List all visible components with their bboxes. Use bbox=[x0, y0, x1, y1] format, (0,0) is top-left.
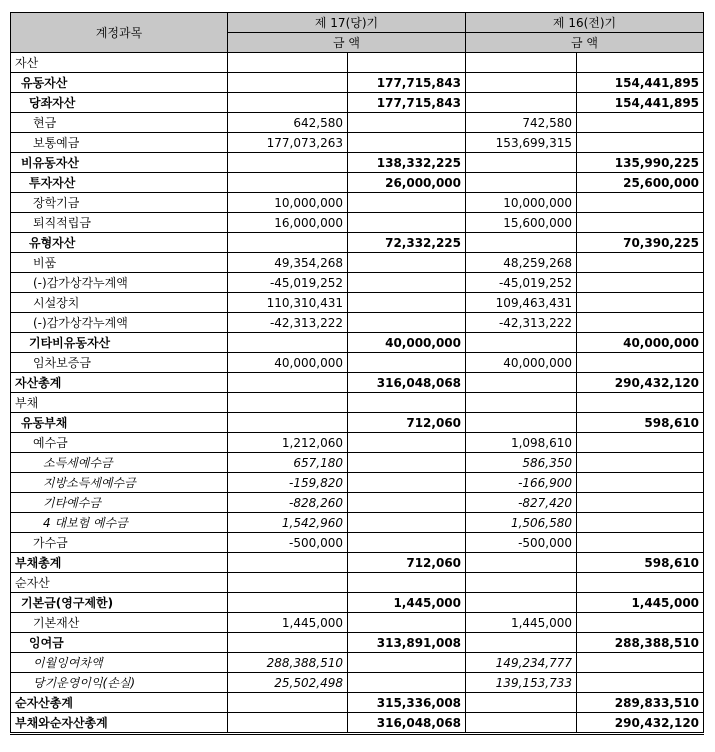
current-total-cell bbox=[348, 213, 466, 233]
current-detail-cell: 49,354,268 bbox=[228, 253, 348, 273]
table-row bbox=[11, 213, 704, 233]
current-total-cell bbox=[348, 53, 466, 73]
table-row bbox=[11, 233, 704, 253]
table-row bbox=[11, 493, 704, 513]
prior-total-cell bbox=[577, 493, 704, 513]
prior-detail-cell bbox=[466, 53, 577, 73]
prior-total-cell: 154,441,895 bbox=[577, 93, 704, 113]
prior-total-cell bbox=[577, 213, 704, 233]
table-row bbox=[11, 673, 704, 693]
prior-detail-cell bbox=[466, 593, 577, 613]
prior-detail-cell: 15,600,000 bbox=[466, 213, 577, 233]
current-detail-cell bbox=[228, 173, 348, 193]
current-total-cell bbox=[348, 133, 466, 153]
prior-total-cell bbox=[577, 513, 704, 533]
prior-total-cell: 154,441,895 bbox=[577, 73, 704, 93]
current-total-cell: 1,445,000 bbox=[348, 593, 466, 613]
table-row bbox=[11, 373, 704, 393]
account-label-cell: 퇴직적립금 bbox=[11, 213, 228, 233]
prior-total-cell bbox=[577, 313, 704, 333]
current-detail-cell bbox=[228, 573, 348, 593]
account-label-cell: 4 대보험 예수금 bbox=[11, 513, 228, 533]
prior-detail-cell: 1,445,000 bbox=[466, 613, 577, 633]
table-row bbox=[11, 313, 704, 333]
table-row bbox=[11, 173, 704, 193]
prior-total-cell: 598,610 bbox=[577, 553, 704, 573]
current-detail-cell: 657,180 bbox=[228, 453, 348, 473]
current-detail-cell: -159,820 bbox=[228, 473, 348, 493]
table-row bbox=[11, 593, 704, 613]
account-label-cell: 장학기금 bbox=[11, 193, 228, 213]
current-total-cell bbox=[348, 493, 466, 513]
prior-total-cell bbox=[577, 293, 704, 313]
current-detail-cell bbox=[228, 713, 348, 734]
prior-total-cell bbox=[577, 613, 704, 633]
current-detail-cell: -500,000 bbox=[228, 533, 348, 553]
prior-total-cell: 598,610 bbox=[577, 413, 704, 433]
table-row bbox=[11, 53, 704, 73]
header-account: 계정과목 bbox=[11, 13, 228, 53]
current-detail-cell: -828,260 bbox=[228, 493, 348, 513]
account-label-cell: 순자산총계 bbox=[11, 693, 228, 713]
account-label-cell: 기타비유동자산 bbox=[11, 333, 228, 353]
table-row bbox=[11, 653, 704, 673]
table-row bbox=[11, 393, 704, 413]
current-total-cell: 177,715,843 bbox=[348, 93, 466, 113]
current-total-cell bbox=[348, 513, 466, 533]
prior-detail-cell: 109,463,431 bbox=[466, 293, 577, 313]
table-row bbox=[11, 253, 704, 273]
current-detail-cell: -42,313,222 bbox=[228, 313, 348, 333]
prior-total-cell bbox=[577, 253, 704, 273]
prior-detail-cell bbox=[466, 173, 577, 193]
current-detail-cell bbox=[228, 593, 348, 613]
account-label-cell: 소득세예수금 bbox=[11, 453, 228, 473]
table-header bbox=[11, 13, 704, 53]
prior-detail-cell bbox=[466, 333, 577, 353]
current-detail-cell: 110,310,431 bbox=[228, 293, 348, 313]
account-label-cell: 예수금 bbox=[11, 433, 228, 453]
account-label-cell: 기본재산 bbox=[11, 613, 228, 633]
prior-total-cell bbox=[577, 573, 704, 593]
prior-total-cell bbox=[577, 353, 704, 373]
account-label-cell: 유형자산 bbox=[11, 233, 228, 253]
prior-total-cell bbox=[577, 273, 704, 293]
current-detail-cell: 642,580 bbox=[228, 113, 348, 133]
current-total-cell bbox=[348, 193, 466, 213]
current-detail-cell: 1,445,000 bbox=[228, 613, 348, 633]
account-label-cell: 임차보증금 bbox=[11, 353, 228, 373]
prior-total-cell: 290,432,120 bbox=[577, 373, 704, 393]
current-total-cell bbox=[348, 453, 466, 473]
prior-detail-cell: 1,506,580 bbox=[466, 513, 577, 533]
prior-detail-cell: 10,000,000 bbox=[466, 193, 577, 213]
current-detail-cell: 1,542,960 bbox=[228, 513, 348, 533]
account-label-cell: 부채 bbox=[11, 393, 228, 413]
table-row bbox=[11, 553, 704, 573]
current-total-cell bbox=[348, 313, 466, 333]
prior-detail-cell bbox=[466, 233, 577, 253]
current-total-cell: 316,048,068 bbox=[348, 373, 466, 393]
prior-total-cell bbox=[577, 193, 704, 213]
table-row bbox=[11, 433, 704, 453]
current-detail-cell: -45,019,252 bbox=[228, 273, 348, 293]
prior-detail-cell: 586,350 bbox=[466, 453, 577, 473]
prior-detail-cell bbox=[466, 73, 577, 93]
account-label-cell: 기타예수금 bbox=[11, 493, 228, 513]
current-detail-cell bbox=[228, 413, 348, 433]
current-detail-cell: 16,000,000 bbox=[228, 213, 348, 233]
account-label-cell: 시설장치 bbox=[11, 293, 228, 313]
current-total-cell: 315,336,008 bbox=[348, 693, 466, 713]
account-label-cell: (-)감가상각누계액 bbox=[11, 313, 228, 333]
prior-detail-cell bbox=[466, 413, 577, 433]
current-total-cell: 316,048,068 bbox=[348, 713, 466, 734]
prior-total-cell bbox=[577, 133, 704, 153]
table-row bbox=[11, 193, 704, 213]
current-total-cell: 40,000,000 bbox=[348, 333, 466, 353]
current-detail-cell bbox=[228, 233, 348, 253]
prior-total-cell: 289,833,510 bbox=[577, 693, 704, 713]
prior-detail-cell: -827,420 bbox=[466, 493, 577, 513]
prior-detail-cell bbox=[466, 713, 577, 734]
prior-detail-cell bbox=[466, 693, 577, 713]
table-row bbox=[11, 293, 704, 313]
current-detail-cell bbox=[228, 153, 348, 173]
table-row bbox=[11, 613, 704, 633]
current-detail-cell bbox=[228, 93, 348, 113]
current-total-cell bbox=[348, 533, 466, 553]
prior-total-cell: 290,432,120 bbox=[577, 713, 704, 734]
current-detail-cell bbox=[228, 393, 348, 413]
prior-detail-cell: -42,313,222 bbox=[466, 313, 577, 333]
prior-detail-cell: 1,098,610 bbox=[466, 433, 577, 453]
account-label-cell: (-)감가상각누계액 bbox=[11, 273, 228, 293]
current-detail-cell: 10,000,000 bbox=[228, 193, 348, 213]
account-label-cell: 비품 bbox=[11, 253, 228, 273]
prior-detail-cell: 48,259,268 bbox=[466, 253, 577, 273]
table-row bbox=[11, 353, 704, 373]
table-row bbox=[11, 413, 704, 433]
prior-detail-cell: -500,000 bbox=[466, 533, 577, 553]
account-label-cell: 현금 bbox=[11, 113, 228, 133]
current-total-cell bbox=[348, 673, 466, 693]
account-label-cell: 가수금 bbox=[11, 533, 228, 553]
prior-detail-cell bbox=[466, 393, 577, 413]
prior-total-cell: 40,000,000 bbox=[577, 333, 704, 353]
prior-total-cell: 288,388,510 bbox=[577, 633, 704, 653]
current-total-cell bbox=[348, 473, 466, 493]
current-detail-cell bbox=[228, 73, 348, 93]
account-label-cell: 부채총계 bbox=[11, 553, 228, 573]
table-row bbox=[11, 473, 704, 493]
account-label-cell: 이월잉여차액 bbox=[11, 653, 228, 673]
prior-total-cell bbox=[577, 653, 704, 673]
table-row bbox=[11, 453, 704, 473]
current-total-cell bbox=[348, 653, 466, 673]
prior-total-cell: 25,600,000 bbox=[577, 173, 704, 193]
prior-total-cell bbox=[577, 673, 704, 693]
table-row bbox=[11, 713, 704, 734]
prior-total-cell: 70,390,225 bbox=[577, 233, 704, 253]
current-detail-cell bbox=[228, 693, 348, 713]
table-row bbox=[11, 113, 704, 133]
table-row bbox=[11, 633, 704, 653]
current-detail-cell bbox=[228, 633, 348, 653]
prior-detail-cell: 742,580 bbox=[466, 113, 577, 133]
table-row bbox=[11, 573, 704, 593]
table-row bbox=[11, 93, 704, 113]
prior-total-cell: 135,990,225 bbox=[577, 153, 704, 173]
prior-total-cell: 1,445,000 bbox=[577, 593, 704, 613]
account-label-cell: 비유동자산 bbox=[11, 153, 228, 173]
current-total-cell: 177,715,843 bbox=[348, 73, 466, 93]
account-label-cell: 기본금(영구제한) bbox=[11, 593, 228, 613]
header-prior-period: 제 16(전)기 bbox=[466, 13, 704, 33]
prior-total-cell bbox=[577, 113, 704, 133]
prior-detail-cell: -45,019,252 bbox=[466, 273, 577, 293]
account-label-cell: 당좌자산 bbox=[11, 93, 228, 113]
header-current-amount: 금 액 bbox=[228, 33, 466, 53]
account-label-cell: 유동자산 bbox=[11, 73, 228, 93]
account-label-cell: 당기운영이익(손실) bbox=[11, 673, 228, 693]
prior-total-cell bbox=[577, 533, 704, 553]
prior-detail-cell: -166,900 bbox=[466, 473, 577, 493]
prior-total-cell bbox=[577, 53, 704, 73]
balance-sheet-table bbox=[10, 12, 704, 735]
account-label-cell: 보통예금 bbox=[11, 133, 228, 153]
header-prior-amount: 금 액 bbox=[466, 33, 704, 53]
account-label-cell: 지방소득세예수금 bbox=[11, 473, 228, 493]
current-total-cell bbox=[348, 613, 466, 633]
current-total-cell bbox=[348, 113, 466, 133]
prior-detail-cell bbox=[466, 553, 577, 573]
account-label-cell: 자산총계 bbox=[11, 373, 228, 393]
prior-detail-cell bbox=[466, 373, 577, 393]
prior-total-cell bbox=[577, 393, 704, 413]
table-row bbox=[11, 533, 704, 553]
current-detail-cell bbox=[228, 553, 348, 573]
prior-total-cell bbox=[577, 473, 704, 493]
current-total-cell: 712,060 bbox=[348, 413, 466, 433]
current-total-cell: 712,060 bbox=[348, 553, 466, 573]
prior-total-cell bbox=[577, 433, 704, 453]
prior-detail-cell bbox=[466, 153, 577, 173]
prior-detail-cell: 149,234,777 bbox=[466, 653, 577, 673]
current-total-cell bbox=[348, 353, 466, 373]
account-label-cell: 잉여금 bbox=[11, 633, 228, 653]
current-detail-cell: 177,073,263 bbox=[228, 133, 348, 153]
account-label-cell: 순자산 bbox=[11, 573, 228, 593]
prior-detail-cell: 139,153,733 bbox=[466, 673, 577, 693]
current-detail-cell bbox=[228, 53, 348, 73]
table-row bbox=[11, 153, 704, 173]
prior-detail-cell: 153,699,315 bbox=[466, 133, 577, 153]
current-detail-cell: 25,502,498 bbox=[228, 673, 348, 693]
account-label-cell: 부채와순자산총계 bbox=[11, 713, 228, 734]
current-detail-cell bbox=[228, 333, 348, 353]
prior-detail-cell bbox=[466, 93, 577, 113]
prior-detail-cell: 40,000,000 bbox=[466, 353, 577, 373]
prior-total-cell bbox=[577, 453, 704, 473]
table-body bbox=[11, 53, 704, 734]
table-row bbox=[11, 333, 704, 353]
current-total-cell bbox=[348, 573, 466, 593]
current-detail-cell: 288,388,510 bbox=[228, 653, 348, 673]
table-row bbox=[11, 73, 704, 93]
account-label-cell: 투자자산 bbox=[11, 173, 228, 193]
current-total-cell bbox=[348, 253, 466, 273]
current-detail-cell: 40,000,000 bbox=[228, 353, 348, 373]
table-row bbox=[11, 273, 704, 293]
current-total-cell: 313,891,008 bbox=[348, 633, 466, 653]
current-total-cell: 26,000,000 bbox=[348, 173, 466, 193]
prior-detail-cell bbox=[466, 633, 577, 653]
current-total-cell: 72,332,225 bbox=[348, 233, 466, 253]
prior-detail-cell bbox=[466, 573, 577, 593]
current-total-cell bbox=[348, 293, 466, 313]
current-total-cell bbox=[348, 433, 466, 453]
account-label-cell: 유동부채 bbox=[11, 413, 228, 433]
current-total-cell: 138,332,225 bbox=[348, 153, 466, 173]
current-total-cell bbox=[348, 273, 466, 293]
header-current-period: 제 17(당)기 bbox=[228, 13, 466, 33]
current-detail-cell bbox=[228, 373, 348, 393]
account-label-cell: 자산 bbox=[11, 53, 228, 73]
current-detail-cell: 1,212,060 bbox=[228, 433, 348, 453]
table-row bbox=[11, 693, 704, 713]
table-row bbox=[11, 133, 704, 153]
table-row bbox=[11, 513, 704, 533]
current-total-cell bbox=[348, 393, 466, 413]
